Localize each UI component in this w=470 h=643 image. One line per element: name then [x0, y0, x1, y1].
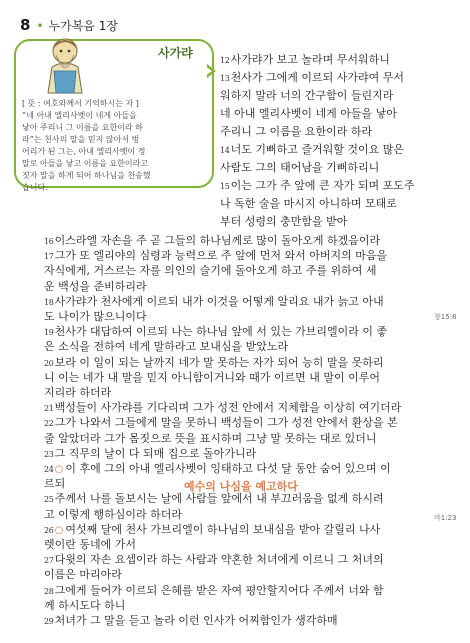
verse-line: 27다윗의 자손 요셉이라 하는 사람과 약혼한 처녀에게 이르니 그 처녀의: [44, 553, 384, 567]
book-title: 누가복음 1장: [48, 19, 118, 33]
callout-title: 사가랴: [158, 46, 193, 60]
verse-line: 19천사가 대답하여 이르되 나는 하나님 앞에 서 있는 가브리엘이라 이 좋: [44, 325, 388, 339]
paragraph-mark: ○: [54, 464, 64, 475]
verse-number: 15: [220, 182, 230, 191]
verse-line: 20보라 이 일이 되는 날까지 네가 말 못하는 자가 되어 능히 말을 못하리: [44, 355, 384, 369]
verse-line: 13천사가 그에게 이르되 사가랴여 무서: [220, 71, 404, 84]
verse-number: 13: [220, 74, 230, 83]
callout-pointer-inner: [205, 66, 212, 76]
verse-number: 21: [44, 404, 54, 414]
verse-line: 렛이란 동네에 가서: [44, 538, 137, 551]
verse-line: 줄 알았더라 그가 몸짓으로 뜻을 표시하며 그냥 말 못하는 대로 있더니: [44, 431, 377, 445]
callout-line: 짓자 말을 하게 되어 하나님을 찬송했: [22, 171, 151, 180]
verse-line: 나 독한 술을 마시지 아니하며 모태로: [220, 197, 397, 210]
verse-number: 27: [44, 556, 54, 566]
verse-line: 26○ 여섯째 달에 천사 가브리엘이 하나님의 보내심을 받아 갈릴리 나사: [44, 522, 381, 536]
verse-line: 운 백성을 준비하리라: [44, 279, 147, 293]
verse-number: 26: [44, 525, 54, 535]
verse-line: 23그 직무의 날이 다 되매 집으로 돌아가니라: [44, 446, 257, 460]
verse-number: 19: [44, 328, 54, 338]
callout-line: “네 아내 엘리사벳이 네게 아들을: [22, 111, 137, 120]
verse-number: 23: [44, 449, 54, 459]
verse-line: 14너도 기뻐하고 즐거워할 것이요 많은: [220, 143, 404, 156]
zechariah-figure-icon: [36, 37, 94, 95]
verse-line: 17그가 또 엘리야의 심령과 능력으로 주 앞에 먼저 와서 아버지의 마음을: [44, 249, 388, 263]
verse-line: 22그가 나와서 그들에게 말을 못하니 백성들이 그가 성전 안에서 환상을 본: [44, 416, 398, 430]
verse-line: 네 아내 엘리사벳이 네게 아들을 낳아: [220, 107, 397, 120]
verse-line: 28그에게 들어가 이르되 은혜를 받은 자여 평안할지어다 주께서 너와 함: [44, 583, 384, 597]
page-header: [20, 16, 118, 34]
callout-line: 어리가 된 그는, 아내 엘리사벳이 정: [22, 147, 146, 156]
verse-line: 29처녀가 그 말을 듣고 놀라 이런 인사가 어찌함인가 생각하매: [44, 614, 338, 627]
verse-line: 16이스라엘 자손을 주 곧 그들의 하나님께로 많이 돌아오게 하겠음이라: [44, 234, 381, 247]
verse-line: 께 하시도다 하니: [44, 598, 126, 612]
verse-line: 르되: [44, 477, 66, 491]
verse-line: 부터 성령의 충만함을 받아: [220, 215, 348, 228]
header-bullet: •: [36, 19, 44, 33]
verse-line: 니 이는 네가 내 말을 믿지 아니함이거니와 때가 이르면 내 말이 이루어: [44, 370, 380, 384]
verse-line: 18사가랴가 천사에게 이르되 내가 이것을 어떻게 알리요 내가 늙고 아내: [44, 294, 384, 308]
verse-number: 16: [44, 237, 54, 246]
page-number: 8: [20, 16, 31, 34]
verse-number: 14: [220, 146, 230, 155]
verse-line: 25주께서 나를 돌보시는 날에 사람들 앞에서 내 부끄러움을 없게 하시려: [44, 492, 384, 506]
verse-number: 22: [44, 419, 54, 429]
verse-number: 28: [44, 586, 54, 596]
verse-line: 자식에게, 거스르는 자를 의인의 슬기에 돌아오게 하고 주를 위하여 세: [44, 264, 377, 278]
verse-line: 워하지 말라 너의 간구함이 들린지라: [220, 89, 394, 102]
verse-line: 12사가랴가 보고 놀라며 무서워하니: [220, 53, 390, 66]
verse-line: 사람도 그의 태어남을 기뻐하리니: [220, 161, 380, 174]
verse-number: 12: [220, 56, 230, 65]
verse-line: 주리니 그 이름을 요한이라 하라: [220, 125, 373, 138]
section-heading: 예수의 나심을 예고하다: [184, 480, 298, 493]
verse-number: 29: [44, 617, 54, 626]
callout-line: 말로 아들을 낳고 이름을 요한이라고: [22, 159, 149, 168]
verse-line: 은 소식을 전하여 네게 말하라고 보내심을 받았노라: [44, 340, 289, 354]
callout-body: [22, 98, 202, 194]
verse-line: 고 이렇게 행하심이라 하더라: [44, 507, 183, 521]
verse-line: 지리라 하더라: [44, 386, 112, 399]
verse-number: 18: [44, 297, 54, 307]
verse-line: 15이는 그가 주 앞에 큰 자가 되며 포도주: [220, 179, 415, 192]
verse-number: 17: [44, 252, 54, 262]
verse-line: 24○ 이 후에 그의 아내 엘리사벳이 잉태하고 다섯 달 동안 숨어 있으며 이: [44, 462, 391, 475]
paragraph-mark: ○: [54, 524, 64, 536]
cross-reference: 마1:23: [434, 514, 457, 522]
callout-line: 라”는 천사의 말을 믿지 않아서 벙: [22, 135, 140, 144]
callout-line: 낳아 주리니 그 이름을 요한이라 하: [22, 123, 143, 132]
verse-number: 25: [44, 495, 54, 505]
verse-number: 24: [44, 465, 54, 474]
callout-line: 습니다.: [22, 183, 48, 192]
verse-line: 도 나이가 많으니이다: [44, 310, 147, 323]
verse-number: 20: [44, 358, 54, 368]
verse-line: 이름은 마리아라: [44, 568, 122, 582]
verse-line: 21백성들이 사가랴를 기다리며 그가 성전 안에서 지체함을 이상히 여기더라: [44, 401, 402, 415]
callout-caption: [ 뜻 : 여호와께서 기억하시는 자 ]: [22, 99, 139, 108]
cross-reference: 창15:8: [434, 313, 457, 321]
